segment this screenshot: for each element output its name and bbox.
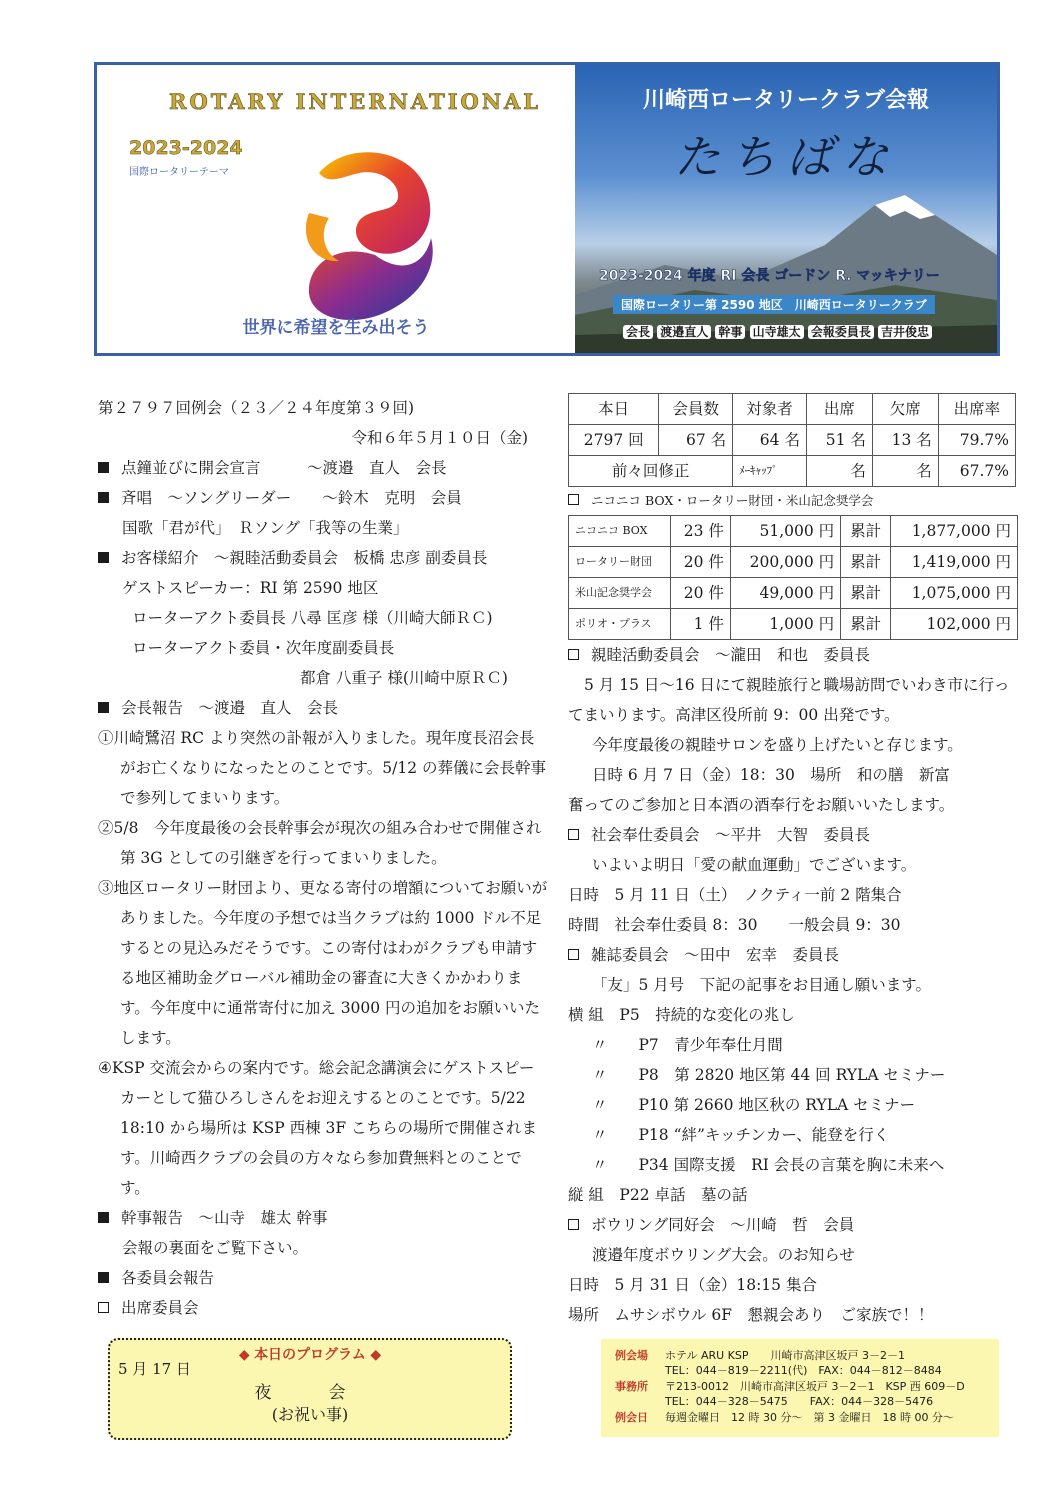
committee-text: 日時 5 月 11 日（土） ノクティ一前 2 階集合 xyxy=(568,886,902,904)
article-line: 横 組 P5 持続的な変化の兆し xyxy=(568,1006,795,1024)
program-heading: ◆ 本日のプログラム ◆ xyxy=(238,1347,382,1363)
meeting-number: 第２７９７回例会（２３／２４年度第３９回) xyxy=(98,399,415,417)
committee-text: いよいよ明日「愛の献血運動」でございます。 xyxy=(592,856,917,874)
agenda-item: 斉唱 ～ソングリーダー ～鈴木 克明 会員 xyxy=(98,483,548,513)
bulletin-header xyxy=(94,62,1000,356)
table-row: ポリオ・プラス 1 件 1,000 円 累計 102,000 円 xyxy=(569,609,1018,640)
agenda-text: ゲストスピーカー：RI 第 2590 地区 xyxy=(122,579,379,597)
agenda-item: 幹事報告 ～山寺 雄太 幹事 xyxy=(98,1203,548,1233)
office-line: 事務所 〒213-0012 川崎市高津区坂戸 3－2－1 KSP 西 609－D xyxy=(615,1380,965,1393)
ri-theme-label: 国際ロータリーテーマ xyxy=(129,167,229,178)
left-column xyxy=(98,393,548,1323)
diamond-icon: ◆ xyxy=(238,1347,250,1363)
table-row: 米山記念奨学会 20 件 49,000 円 累計 1,075,000 円 xyxy=(569,578,1018,609)
article-line: 〃 P7 青少年奉仕月間 xyxy=(592,1036,783,1054)
article-line: 〃 P10 第 2660 地区秋の RYLA セミナー xyxy=(592,1096,916,1114)
attendance-table xyxy=(568,393,1016,487)
ri-theme-panel xyxy=(97,65,575,353)
meeting-day-line: 例会日 毎週金曜日 12 時 30 分～ 第 3 金曜日 18 時 00 分～ xyxy=(615,1411,954,1424)
ri-slogan: 世界に希望を生み出そう xyxy=(242,318,430,338)
committee-heading: 社会奉仕委員会 ～平井 大智 委員長 xyxy=(568,820,1020,850)
agenda-text: ローターアクト委員長 八尋 匡彦 様（川崎大師ＲＣ) xyxy=(132,609,493,627)
committee-text: 渡邉年度ボウリング大会。のお知らせ xyxy=(592,1246,855,1264)
table-row: 本日 会員数 対象者 出席 欠席 出席率 xyxy=(569,394,1016,425)
office-tel: TEL：044－328－5475 FAX：044－328－5476 xyxy=(665,1395,934,1408)
report-paragraph: ④KSP 交流会からの案内です。総会記念講演会にゲストスピーカーとして猫ひろしさんをお迎えするとのことです。5/22 18:10 から場所は KSP 西棟 3F こちらの場所で開催されます。川崎西クラブの会員の方々なら参加費無料とのことです。 xyxy=(98,1059,542,1197)
donations-table xyxy=(568,515,1018,640)
officers-banner: 会長 渡邉直人 幹事 山寺雄太 会報委員長 吉井俊忠 xyxy=(623,323,932,340)
contact-box xyxy=(601,1339,999,1437)
committee-text: 奮ってのご参加と日本酒の酒奉行をお願いいたします。 xyxy=(568,796,955,814)
right-column xyxy=(568,393,1020,1330)
committee-heading: 雑誌委員会 ～田中 宏幸 委員長 xyxy=(568,940,1020,970)
committee-text: 「友」5 月号 下記の記事をお目通し願います。 xyxy=(592,976,932,994)
committee-text: 今年度最後の親睦サロンを盛り上げたいと存じます。 xyxy=(592,736,963,754)
committee-text: 日時 6 月 7 日（金）18：30 場所 和の膳 新富 xyxy=(592,766,950,784)
table-row: 前々回修正 ﾒｰｷｬｯﾌﾟ 名 名 67.7% xyxy=(569,456,1016,487)
article-line: 〃 P8 第 2820 地区第 44 回 RYLA セミナー xyxy=(592,1066,946,1084)
ri-title: ROTARY INTERNATIONAL xyxy=(169,89,542,114)
committee-heading: 親睦活動委員会 ～瀧田 和也 委員長 xyxy=(568,640,1020,670)
venue-line: 例会場 ホテル ARU KSP 川崎市高津区坂戸 3－2－1 xyxy=(615,1349,905,1362)
venue-tel: TEL：044－819－2211(代) FAX：044－812－8484 xyxy=(665,1364,942,1377)
agenda-item: お客様紹介 ～親睦活動委員会 板橋 忠彦 副委員長 xyxy=(98,543,548,573)
ri-year: 2023-2024 xyxy=(129,137,243,159)
committee-text: 5 月 15 日～16 日にて親睦旅行と職場訪問でいわき市に行ってまいります。高津区役所前 9：00 出発です。 xyxy=(568,676,1010,724)
ri-theme-logo xyxy=(279,143,439,323)
agenda-item: 会長報告 ～渡邉 直人 会長 xyxy=(98,693,548,723)
agenda-text: ローターアクト委員・次年度副委員長 xyxy=(132,639,395,657)
meeting-date: 令和６年５月１０日（金) xyxy=(351,429,528,447)
agenda-text: 会報の裏面をご覧下さい。 xyxy=(122,1239,309,1257)
agenda-item: 各委員会報告 xyxy=(98,1263,548,1293)
committee-text: 場所 ムサシボウル 6F 懇親会あり ご家族で！！ xyxy=(568,1306,934,1324)
committee-text: 時間 社会奉仕委員 8：30 一般会員 9：30 xyxy=(568,916,901,934)
agenda-text: 都倉 八重子 様(川崎中原ＲＣ) xyxy=(300,669,508,687)
program-line: (お祝い事) xyxy=(271,1405,349,1424)
program-line: 夜 会 xyxy=(254,1383,366,1403)
ri-president-banner: 2023-2024 年度 RI 会長 ゴードン R. マッキナリー xyxy=(599,268,940,284)
club-name-calligraphy: たちばな xyxy=(674,130,898,184)
report-paragraph: ②5/8 今年度最後の会長幹事会が現次の組み合わせで開催され第 3G としての引継ぎを行ってまいりました。 xyxy=(98,819,542,867)
agenda-text: 国歌「君が代」 Ｒソング「我等の生業」 xyxy=(122,519,409,537)
table-row: ロータリー財団 20 件 200,000 円 累計 1,419,000 円 xyxy=(569,547,1018,578)
report-paragraph: ③地区ロータリー財団より、更なる寄付の増額についてお願いがありました。今年度の予想では当クラブは約 1000 ドル不足するとの見込みだそうです。この寄付はわがクラブも申請する地区補助金グローバル補助金の審査に大きくかかわります。今年度中に通常寄付に加え 3000 円の追加をお願いいたします。 xyxy=(98,879,548,1047)
program-box xyxy=(108,1338,512,1440)
committee-text: 日時 5 月 31 日（金）18:15 集合 xyxy=(568,1276,817,1294)
diamond-icon: ◆ xyxy=(370,1347,382,1363)
table-row: 2797 回 67 名 64 名 51 名 13 名 79.7% xyxy=(569,425,1016,456)
club-banner xyxy=(575,65,997,353)
article-line: 〃 P18 “絆”キッチンカー、能登を行く xyxy=(592,1126,890,1144)
table-row: ニコニコ BOX 23 件 51,000 円 累計 1,877,000 円 xyxy=(569,516,1018,547)
donations-heading: ニコニコ BOX・ロータリー財団・米山記念奨学会 xyxy=(568,487,1020,515)
club-bulletin-title: 川崎西ロータリークラブ会報 xyxy=(642,88,929,113)
program-date: 5 月 17 日 xyxy=(118,1360,191,1378)
article-line: 縦 組 P22 卓話 墓の話 xyxy=(568,1186,748,1204)
district-banner: 国際ロータリー第 2590 地区 川崎西ロータリークラブ xyxy=(613,295,935,314)
committee-heading: ボウリング同好会 ～川崎 哲 会員 xyxy=(568,1210,1020,1240)
agenda-item: 点鐘並びに開会宣言 ～渡邉 直人 会長 xyxy=(98,453,548,483)
agenda-item: 出席委員会 xyxy=(98,1293,548,1323)
report-paragraph: ①川崎鷺沼 RC より突然の訃報が入りました。現年度長沼会長がお亡くなりになったとのことです。5/12 の葬儀に会長幹事で参列してまいります。 xyxy=(98,729,546,807)
article-line: 〃 P34 国際支援 RI 会長の言葉を胸に未来へ xyxy=(592,1156,945,1174)
